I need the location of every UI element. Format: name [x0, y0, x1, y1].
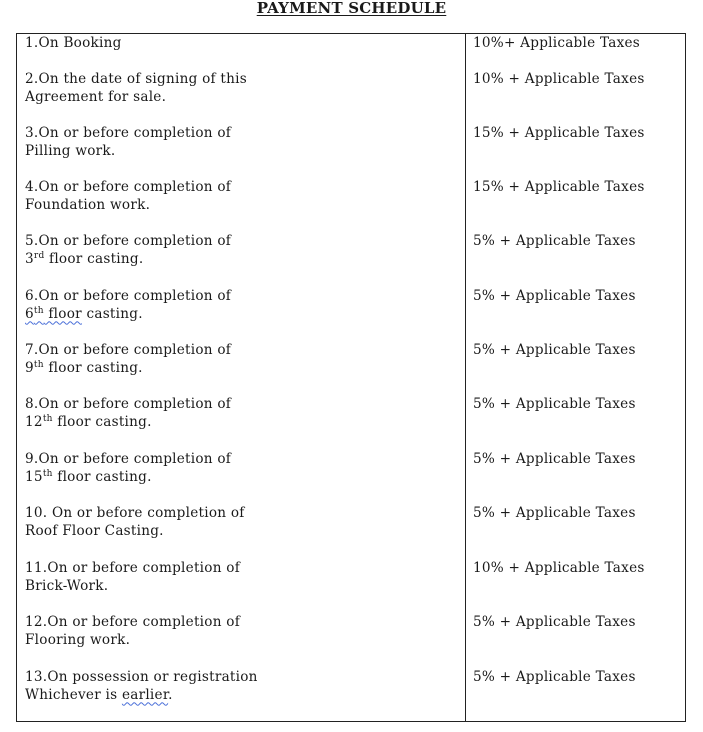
stage-text-rest: casting.	[81, 306, 143, 323]
stage-text-line2	[25, 413, 455, 431]
stage-text-line2	[25, 250, 455, 268]
stage-cell	[25, 232, 455, 269]
column-divider	[465, 34, 466, 721]
stage-text-line2: Pilling work.	[25, 143, 116, 160]
stage-text-line2: Flooring work.	[25, 632, 131, 649]
stage-cell	[25, 395, 455, 432]
stage-cell	[25, 504, 455, 541]
payment-cell: 10% + Applicable Taxes	[473, 560, 645, 576]
ordinal-suffix: rd	[33, 251, 45, 262]
stage-cell	[25, 341, 455, 378]
stage-text: 3.On or before completion of	[25, 125, 232, 141]
stage-text: 9.On or before completion of	[25, 451, 232, 467]
payment-cell: 15% + Applicable Taxes	[473, 179, 645, 195]
payment-cell: 5% + Applicable Taxes	[473, 614, 636, 630]
stage-text: 13.On possession or registration	[25, 669, 258, 685]
stage-text-line2	[25, 468, 455, 486]
stage-text-line2: Foundation work.	[25, 197, 151, 214]
ordinal-suffix: th	[33, 306, 44, 317]
stage-text-rest: floor casting.	[44, 251, 144, 268]
stage-cell	[25, 668, 455, 705]
floor-number: 6	[25, 306, 34, 323]
payment-schedule-table	[16, 33, 686, 722]
ordinal-suffix: th	[42, 414, 53, 425]
payment-cell: 5% + Applicable Taxes	[473, 451, 636, 467]
payment-cell: 5% + Applicable Taxes	[473, 342, 636, 358]
stage-text-rest: floor casting.	[52, 414, 152, 431]
stage-text-line2: Agreement for sale.	[25, 89, 167, 106]
stage-text-end: .	[168, 687, 173, 704]
payment-cell: 5% + Applicable Taxes	[473, 505, 636, 521]
document-title	[0, 0, 703, 17]
payment-cell: 5% + Applicable Taxes	[473, 396, 636, 412]
stage-text-rest: floor casting.	[52, 469, 152, 486]
payment-schedule-heading: PAYMENT SCHEDULE	[256, 0, 447, 17]
payment-cell: 10%+ Applicable Taxes	[473, 35, 641, 51]
payment-cell: 5% + Applicable Taxes	[473, 233, 636, 249]
spellcheck-flag	[25, 306, 82, 322]
stage-text: 4.On or before completion of	[25, 179, 232, 195]
stage-cell	[25, 34, 455, 52]
floor-number: 15	[25, 469, 43, 486]
stage-cell	[25, 450, 455, 487]
stage-text-line2	[25, 359, 455, 377]
stage-text: 10. On or before completion of	[25, 505, 245, 521]
floor-number: 12	[25, 414, 43, 431]
stage-cell	[25, 70, 455, 107]
ordinal-suffix: th	[33, 360, 44, 371]
stage-cell	[25, 559, 455, 596]
stage-text: 2.On the date of signing of this	[25, 71, 247, 87]
stage-text-line2	[25, 686, 455, 704]
stage-cell	[25, 124, 455, 161]
floor-number: 9	[25, 360, 34, 377]
floor-word: floor	[43, 306, 82, 323]
stage-text: 6.On or before completion of	[25, 288, 232, 304]
stage-cell	[25, 613, 455, 650]
stage-text: 5.On or before completion of	[25, 233, 232, 249]
payment-cell: 10% + Applicable Taxes	[473, 71, 645, 87]
stage-text: 11.On or before completion of	[25, 560, 240, 576]
floor-number: 3	[25, 251, 34, 268]
stage-text: 7.On or before completion of	[25, 342, 232, 358]
payment-cell: 5% + Applicable Taxes	[473, 669, 636, 685]
ordinal-suffix: th	[42, 469, 53, 480]
stage-cell	[25, 287, 455, 324]
stage-text-line2	[25, 305, 455, 323]
stage-cell	[25, 178, 455, 215]
stage-text: 1.On Booking	[25, 35, 122, 51]
payment-cell: 15% + Applicable Taxes	[473, 125, 645, 141]
stage-text-line2: Roof Floor Casting.	[25, 523, 164, 540]
stage-text: 8.On or before completion of	[25, 396, 232, 412]
stage-text-rest: Whichever is	[25, 687, 122, 704]
payment-cell: 5% + Applicable Taxes	[473, 288, 636, 304]
stage-text-rest: floor casting.	[43, 360, 143, 377]
spellcheck-flag: earlier	[121, 687, 169, 704]
stage-text-line2: Brick-Work.	[25, 578, 109, 595]
stage-text: 12.On or before completion of	[25, 614, 240, 630]
